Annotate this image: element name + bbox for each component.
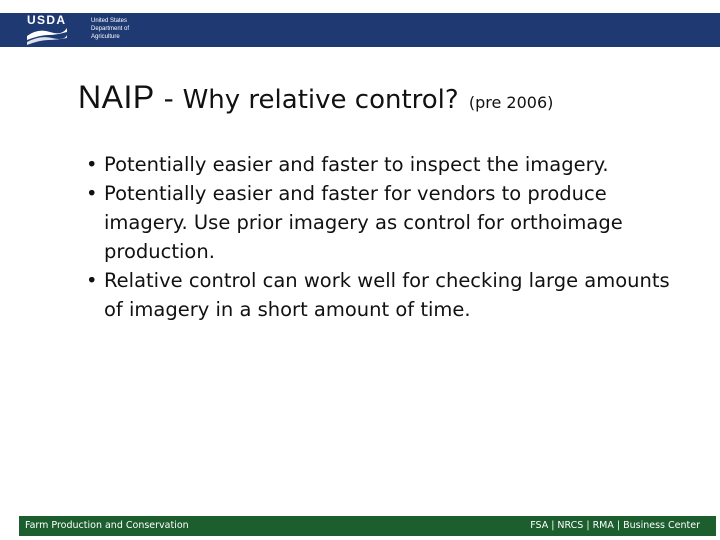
bullet-item (86, 179, 686, 266)
bullet-item (86, 266, 686, 324)
bullet-icon: • (86, 182, 98, 205)
header-bar (0, 13, 720, 47)
agency-name (91, 17, 129, 41)
bullet-list (86, 150, 686, 324)
title-main: NAIP (78, 79, 155, 115)
bullet-item (86, 150, 686, 179)
footer-right-text: FSA | NRCS | RMA | Business Center (530, 520, 700, 531)
title-note: (pre 2006) (468, 93, 554, 112)
footer-left-text: Farm Production and Conservation (25, 520, 189, 531)
agency-line-1: United States (91, 18, 128, 24)
footer-bar (19, 516, 716, 536)
title-subtitle: Why relative control? (182, 85, 459, 115)
slide-title (78, 78, 553, 116)
svg-text:USDA: USDA (27, 13, 65, 27)
usda-logo (26, 13, 68, 47)
agency-line-3: Agriculture (91, 34, 120, 40)
agency-line-2: Department of (91, 26, 130, 32)
title-separator: - (154, 82, 183, 115)
bullet-icon: • (86, 153, 98, 176)
bullet-text: Relative control can work well for checking large amounts of imagery in a short amount of time. (104, 269, 670, 321)
bullet-icon: • (86, 269, 98, 292)
bullet-text: Potentially easier and faster for vendors to produce imagery. Use prior imagery as control for orthoimage production. (104, 182, 623, 263)
bullet-text: Potentially easier and faster to inspect the imagery. (104, 153, 609, 176)
